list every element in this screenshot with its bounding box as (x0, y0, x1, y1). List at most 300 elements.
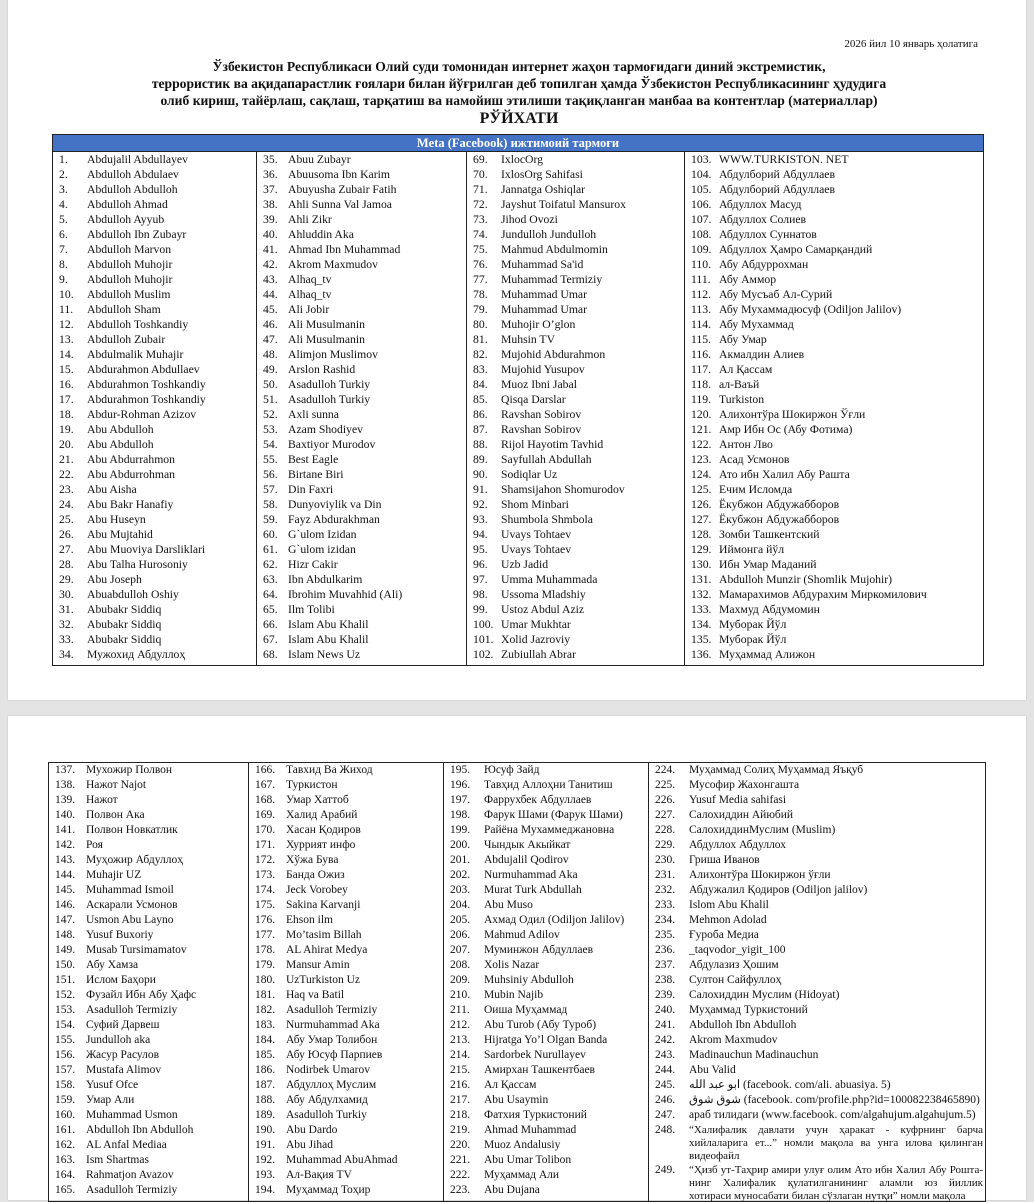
column-4 (685, 152, 983, 665)
item-name: Islom Abu Khalil (689, 899, 769, 911)
item-number: 68. (263, 648, 278, 661)
item-number: 172. (255, 854, 276, 866)
item-name: Муҳаммад Алижон (719, 648, 816, 661)
list-item (473, 377, 682, 392)
list-item (450, 913, 646, 928)
list-item (691, 302, 981, 317)
item-number: 18. (59, 408, 74, 421)
item-name: Abu Abdulloh (87, 438, 154, 451)
item-number: 226. (655, 794, 676, 806)
item-number: 203. (450, 884, 471, 896)
list-item (655, 868, 983, 883)
item-number: 170. (255, 824, 276, 836)
item-number: 217. (450, 1094, 471, 1106)
item-number: 245. (655, 1079, 676, 1091)
list-item (691, 182, 981, 197)
item-number: 119. (691, 393, 712, 406)
item-number: 221. (450, 1154, 471, 1166)
list-item (263, 287, 464, 302)
list-item (691, 152, 981, 167)
list-item (450, 853, 646, 868)
item-number: 153. (55, 1004, 76, 1016)
item-name: Абу Мусъаб Ал-Сурий (719, 288, 833, 301)
item-number: 77. (473, 273, 488, 286)
list-item (255, 913, 441, 928)
item-number: 244. (655, 1064, 676, 1076)
item-number: 150. (55, 959, 76, 971)
item-number: 120. (691, 408, 712, 421)
item-name: Nodirbek Umarov (286, 1064, 370, 1076)
item-number: 89. (473, 453, 488, 466)
list-item (473, 572, 682, 587)
item-name: IxlosOrg Sahifasi (501, 168, 583, 181)
list-item (473, 617, 682, 632)
list-item (655, 1003, 983, 1018)
item-number: 155. (55, 1034, 76, 1046)
list-item (255, 1018, 441, 1033)
list-item (450, 808, 646, 823)
item-name: Shamsijahon Shomurodov (501, 483, 625, 496)
item-number: 132. (691, 588, 712, 601)
item-name: Алихонтўра Шокиржон ўғли (689, 869, 831, 881)
item-number: 152. (55, 989, 76, 1001)
list-item (691, 647, 981, 662)
list-item (263, 152, 464, 167)
item-name: Muhammad Umar (501, 303, 588, 316)
item-name: Abdur-Rohman Azizov (87, 408, 197, 421)
list-item (691, 212, 981, 227)
item-number: 61. (263, 543, 278, 556)
item-name: Asadulloh Termiziy (86, 1184, 178, 1196)
list-item (55, 1033, 246, 1048)
list-item (59, 317, 254, 332)
item-number: 104. (691, 168, 712, 181)
item-number: 87. (473, 423, 488, 436)
item-number: 79. (473, 303, 488, 316)
item-name: Мусофир Жахонгашта (689, 779, 800, 791)
item-name: Nurmuhammad Aka (484, 869, 578, 881)
list-item (473, 287, 682, 302)
list-item (255, 853, 441, 868)
list-item (450, 1003, 646, 1018)
item-name: Muhammad AbuAhmad (286, 1154, 398, 1166)
list-item (255, 883, 441, 898)
item-name: G`ulom Izidan (288, 528, 357, 541)
item-number: 50. (263, 378, 278, 391)
item-number: 179. (255, 959, 276, 971)
item-name: Jundulloh Jundulloh (501, 228, 597, 241)
list-item (255, 868, 441, 883)
item-name: Мужохид Абдуллоҳ (87, 648, 186, 661)
item-number: 37. (263, 183, 278, 196)
list-item (691, 482, 981, 497)
item-name: AL Anfal Mediaa (86, 1139, 167, 1151)
item-number: 106. (691, 198, 712, 211)
item-number: 233. (655, 899, 676, 911)
list-item (655, 763, 983, 778)
item-number: 45. (263, 303, 278, 316)
list-item (55, 928, 246, 943)
date-stamp: 2026 йил 10 январь ҳолатига (844, 38, 978, 50)
item-name: Ато ибн Халил Абу Рашта (719, 468, 850, 481)
list-item (691, 422, 981, 437)
list-item (450, 1093, 646, 1108)
item-number: 14. (59, 348, 74, 361)
list-item (55, 913, 246, 928)
item-name: Абдуллох Суннатов (719, 228, 817, 241)
item-name: IxlocOrg (501, 153, 543, 166)
item-name: Муҳаммад Тоҳир (286, 1184, 371, 1196)
item-name: Abdulloh Abdulloh (87, 183, 178, 196)
item-number: 218. (450, 1109, 471, 1121)
item-number: 135. (691, 633, 712, 646)
item-number: 39. (263, 213, 278, 226)
item-number: 32. (59, 618, 74, 631)
item-number: 178. (255, 944, 276, 956)
item-number: 137. (55, 764, 76, 776)
item-name: Ahluddin Aka (288, 228, 354, 241)
list-item (59, 272, 254, 287)
item-name: Alhaq_tv (288, 273, 332, 286)
item-name: Umar Mukhtar (501, 618, 571, 631)
item-number: 228. (655, 824, 676, 836)
item-number: 225. (655, 779, 676, 791)
item-number: 133. (691, 603, 712, 616)
item-name: Uzb Jadid (501, 558, 549, 571)
list-item (473, 527, 682, 542)
item-number: 143. (55, 854, 76, 866)
item-name: Ғуроба Медиа (689, 929, 759, 941)
item-number: 83. (473, 363, 488, 376)
item-name: “Ҳизб ут-Таҳрир амири улуғ олим Ато ибн Халил Абу Рошта-нинг Халифалик қулатилганининг аламли юз йиллик хотираси муносабати билан сўзлаган нутқи” номли мақола (689, 1164, 983, 1201)
item-number: 23. (59, 483, 74, 496)
item-number: 243. (655, 1049, 676, 1061)
item-number: 63. (263, 573, 278, 586)
list-item (691, 617, 981, 632)
item-name: Abu Muso (484, 899, 533, 911)
item-name: Ahmad Muhammad (484, 1124, 577, 1136)
list-item (255, 943, 441, 958)
list-item (263, 452, 464, 467)
item-name: Фарук Шами (Фарук Шами) (484, 809, 623, 821)
item-name: Салохиддин Муслим (Hidoyat) (689, 989, 840, 1001)
item-name: Ибн Умар Маданий (719, 558, 817, 571)
item-name: Mo’tasim Billah (286, 929, 362, 941)
item-name: Abu Bakr Hanafiy (87, 498, 174, 511)
list-item (255, 1003, 441, 1018)
item-name: Abdulloh Marvon (87, 243, 172, 256)
item-number: 167. (255, 779, 276, 791)
item-name: Muoz Ibni Jabal (501, 378, 577, 391)
item-number: 34. (59, 648, 74, 661)
item-number: 118. (691, 378, 712, 391)
column-2 (257, 152, 467, 665)
item-number: 177. (255, 929, 276, 941)
item-number: 169. (255, 809, 276, 821)
list-item (655, 928, 983, 943)
item-number: 173. (255, 869, 276, 881)
item-name: Муминжон Абдуллаев (484, 944, 594, 956)
item-number: 210. (450, 989, 471, 1001)
list-item (55, 1093, 246, 1108)
list-item (59, 347, 254, 362)
list-item (450, 1108, 646, 1123)
list-item (255, 793, 441, 808)
list-item (473, 482, 682, 497)
list-item (691, 257, 981, 272)
list-item (655, 988, 983, 1003)
item-number: 88. (473, 438, 488, 451)
list-item (255, 1078, 441, 1093)
item-name: Abdurahmon Abdullaev (87, 363, 200, 376)
item-number: 147. (55, 914, 76, 926)
item-name: Ахмад Одил (Odiljon Jalilov) (484, 914, 625, 926)
item-name: Abu Huseyn (87, 513, 146, 526)
item-name: Mahmud Adilov (484, 929, 560, 941)
list-item (691, 287, 981, 302)
item-number: 38. (263, 198, 278, 211)
list-item (691, 437, 981, 452)
item-number: 165. (55, 1184, 76, 1196)
list-item (263, 167, 464, 182)
item-number: 127. (691, 513, 712, 526)
item-number: 139. (55, 794, 76, 806)
item-number: 222. (450, 1169, 471, 1181)
item-number: 71. (473, 183, 488, 196)
item-number: 6. (59, 228, 68, 241)
item-name: Abu Joseph (87, 573, 142, 586)
list-item (473, 167, 682, 182)
item-number: 56. (263, 468, 278, 481)
list-item (655, 1164, 983, 1201)
item-number: 198. (450, 809, 471, 821)
item-number: 189. (255, 1109, 276, 1121)
list-item (255, 1123, 441, 1138)
item-name: Ehson ilm (286, 914, 333, 926)
item-number: 246. (655, 1094, 676, 1106)
item-name: Asadulloh Turkiy (288, 378, 371, 391)
list-item (55, 958, 246, 973)
list-item (59, 227, 254, 242)
item-name: Akrom Maxmudov (288, 258, 378, 271)
item-number: 124. (691, 468, 712, 481)
item-number: 10. (59, 288, 74, 301)
item-name: Asadulloh Turkiy (286, 1109, 367, 1121)
item-name: Abdurahmon Toshkandiy (87, 378, 206, 391)
item-number: 24. (59, 498, 74, 511)
list-item (691, 497, 981, 512)
item-number: 76. (473, 258, 488, 271)
item-number: 145. (55, 884, 76, 896)
column-3 (467, 152, 685, 665)
item-name: Муҳаммад Туркистоний (689, 1004, 808, 1016)
item-name: Амр Ибн Ос (Абу Фотима) (719, 423, 853, 436)
item-number: 19. (59, 423, 74, 436)
list-item (255, 898, 441, 913)
item-name: Фузайл Ибн Абу Ҳафс (86, 989, 197, 1001)
facebook-list-table (52, 134, 984, 666)
list-item (59, 287, 254, 302)
item-name: Абу Умар (719, 333, 767, 346)
list-item (450, 1078, 646, 1093)
item-name: Полвон Ака (86, 809, 145, 821)
table-columns (49, 763, 985, 1201)
item-name: Abdulloh Muhojir (87, 258, 173, 271)
item-number: 102. (473, 648, 494, 661)
list-item (59, 182, 254, 197)
item-name: Ahli Zikr (288, 213, 332, 226)
item-name: Jayshut Toifatul Mansurox (501, 198, 626, 211)
item-number: 53. (263, 423, 278, 436)
item-number: 158. (55, 1079, 76, 1091)
item-name: Yusuf Buxoriy (86, 929, 154, 941)
item-number: 205. (450, 914, 471, 926)
item-number: 80. (473, 318, 488, 331)
list-item (655, 1048, 983, 1063)
list-item (263, 377, 464, 392)
list-item (655, 973, 983, 988)
item-name: Abuyusha Zubair Fatih (288, 183, 397, 196)
item-number: 123. (691, 453, 712, 466)
list-item (655, 1124, 983, 1163)
item-name: Ал-Вақия TV (286, 1169, 352, 1181)
title-line-3: олиб кириш, тайёрлаш, сақлаш, тарқатиш ва намойиш этилиши тақиқланган манбаа ва контентлар (материаллар) (160, 93, 878, 108)
item-number: 237. (655, 959, 676, 971)
item-number: 55. (263, 453, 278, 466)
list-item (59, 632, 254, 647)
item-name: Роя (86, 839, 103, 851)
item-name: Ёкубжон Абдужабборов (719, 498, 840, 511)
list-item (691, 272, 981, 287)
list-item (655, 1063, 983, 1078)
item-number: 149. (55, 944, 76, 956)
list-item (691, 347, 981, 362)
item-number: 240. (655, 1004, 676, 1016)
item-name: Абдуллох Масуд (719, 198, 802, 211)
list-item (59, 497, 254, 512)
item-name: Abdulloh Zubair (87, 333, 166, 346)
item-number: 161. (55, 1124, 76, 1136)
list-item (691, 602, 981, 617)
item-name: Islam Abu Khalil (288, 633, 369, 646)
item-name: Muhajir UZ (86, 869, 142, 881)
list-item (655, 958, 983, 973)
list-item (255, 1168, 441, 1183)
item-number: 154. (55, 1019, 76, 1031)
document-page-1 (8, 0, 1026, 700)
item-name: Асад Усмонов (719, 453, 790, 466)
item-number: 70. (473, 168, 488, 181)
item-name: Abu Muoviya Darsliklari (87, 543, 206, 556)
item-name: Антон Лво (719, 438, 773, 451)
item-number: 176. (255, 914, 276, 926)
item-number: 84. (473, 378, 488, 391)
item-number: 46. (263, 318, 278, 331)
item-name: Абдулборий Абдуллаев (719, 183, 836, 196)
item-number: 48. (263, 348, 278, 361)
item-name: Оиша Муҳаммад (484, 1004, 568, 1016)
item-name: Ал Қассам (484, 1079, 537, 1091)
document-page-2 (8, 716, 1026, 1200)
item-name: Abdurahmon Toshkandiy (87, 393, 206, 406)
item-name: ابو عبد الله (facebook. com/ali. abuasiya. 5) (689, 1079, 891, 1091)
item-number: 86. (473, 408, 488, 421)
item-number: 134. (691, 618, 712, 631)
item-name: Abuabdulloh Oshiy (87, 588, 179, 601)
item-name: Abdujalil Qodirov (484, 854, 569, 866)
list-item (450, 1018, 646, 1033)
item-name: WWW.TURKISTON. NET (719, 153, 849, 166)
list-item (59, 212, 254, 227)
item-number: 148. (55, 929, 76, 941)
item-number: 175. (255, 899, 276, 911)
list-item (655, 1093, 983, 1108)
item-name: Зомби Ташкентский (719, 528, 820, 541)
item-name: Abdulloh Muhojir (87, 273, 173, 286)
list-item (691, 467, 981, 482)
list-item (263, 632, 464, 647)
item-name: Салохиддин Айюбий (689, 809, 794, 821)
item-number: 108. (691, 228, 712, 241)
item-name: Yusuf Ofce (86, 1079, 139, 1091)
item-name: Ислом Баҳори (86, 974, 156, 986)
item-name: Абу Абдулхамид (286, 1094, 368, 1106)
item-name: Абу Умар Толибон (286, 1034, 378, 1046)
item-name: Mubin Najib (484, 989, 544, 1001)
item-name: Abu Aisha (87, 483, 137, 496)
item-name: Туркистон (286, 779, 338, 791)
list-item (263, 392, 464, 407)
item-name: Abdulmalik Muhajir (87, 348, 184, 361)
item-number: 94. (473, 528, 488, 541)
item-number: 187. (255, 1079, 276, 1091)
item-number: 121. (691, 423, 712, 436)
item-number: 51. (263, 393, 278, 406)
item-number: 220. (450, 1139, 471, 1151)
item-number: 130. (691, 558, 712, 571)
item-number: 163. (55, 1154, 76, 1166)
item-number: 15. (59, 363, 74, 376)
list-item (655, 913, 983, 928)
item-number: 31. (59, 603, 74, 616)
list-item (55, 1108, 246, 1123)
item-number: 44. (263, 288, 278, 301)
list-item (473, 392, 682, 407)
list-item (255, 778, 441, 793)
item-name: Абдулборий Абдуллаев (719, 168, 836, 181)
list-item (255, 763, 441, 778)
list-item (691, 527, 981, 542)
list-item (691, 317, 981, 332)
item-number: 234. (655, 914, 676, 926)
item-number: 199. (450, 824, 471, 836)
item-name: Ravshan Sobirov (501, 408, 582, 421)
item-number: 229. (655, 839, 676, 851)
list-item (655, 883, 983, 898)
list-item (450, 1063, 646, 1078)
list-item (263, 362, 464, 377)
item-number: 174. (255, 884, 276, 896)
item-number: 17. (59, 393, 74, 406)
item-name: Умар Хаттоб (286, 794, 349, 806)
list-item (255, 808, 441, 823)
item-number: 13. (59, 333, 74, 346)
item-number: 29. (59, 573, 74, 586)
list-item (59, 302, 254, 317)
item-name: Fayz Abdurakhman (288, 513, 380, 526)
item-name: Abu Usaymin (484, 1094, 549, 1106)
item-number: 231. (655, 869, 676, 881)
